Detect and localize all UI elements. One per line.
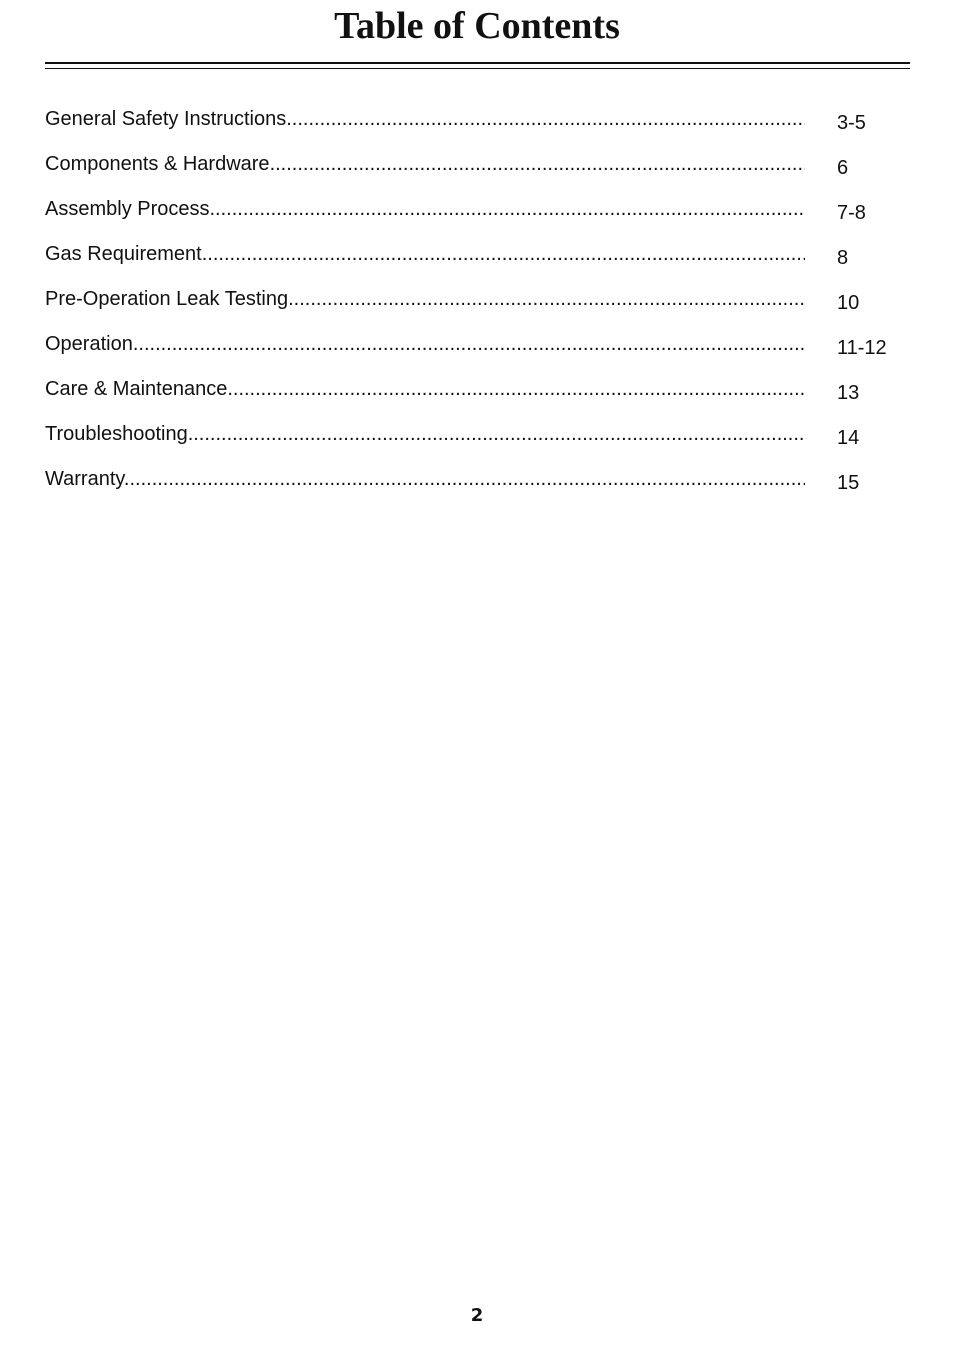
toc-entry-general-safety[interactable] <box>45 104 910 149</box>
page-title: Table of Contents <box>334 5 620 47</box>
toc-entry-page: 10 <box>837 292 860 314</box>
toc-entry-page: 15 <box>837 472 860 494</box>
toc-entry-page: 11-12 <box>837 337 887 359</box>
toc-entry-label: Pre-Operation Leak Testing ..... <box>45 284 805 314</box>
title-rule-thick <box>45 62 910 64</box>
toc-entry-care-maintenance[interactable] <box>45 374 910 419</box>
toc-entry-warranty[interactable] <box>45 464 910 509</box>
toc-entry-label: Gas Requirement ..... <box>45 239 805 269</box>
table-of-contents <box>45 104 910 509</box>
toc-entry-page: 3-5 <box>837 112 866 134</box>
toc-entry-page: 8 <box>837 247 849 269</box>
toc-entry-page: 7-8 <box>837 202 866 224</box>
title-rule-thin <box>45 68 910 69</box>
toc-entry-label: Warranty ..... <box>45 464 805 494</box>
toc-entry-troubleshooting[interactable] <box>45 419 910 464</box>
toc-entry-operation[interactable] <box>45 329 910 374</box>
toc-entry-page: 14 <box>837 427 860 449</box>
page-number: 2 <box>470 1305 484 1326</box>
toc-entry-label: Care & Maintenance ..... <box>45 374 805 404</box>
toc-entry-page: 13 <box>837 382 860 404</box>
toc-entry-gas-requirement[interactable] <box>45 239 910 284</box>
toc-entry-label: General Safety Instructions ..... <box>45 104 805 134</box>
toc-entry-label: Assembly Process ..... <box>45 194 805 224</box>
toc-entry-components-hardware[interactable] <box>45 149 910 194</box>
toc-entry-assembly-process[interactable] <box>45 194 910 239</box>
toc-entry-label: Troubleshooting ..... <box>45 419 805 449</box>
toc-entry-leak-testing[interactable] <box>45 284 910 329</box>
toc-entry-label: Components & Hardware ..... <box>45 149 805 179</box>
toc-entry-label: Operation ..... <box>45 329 805 359</box>
toc-entry-page: 6 <box>837 157 849 179</box>
